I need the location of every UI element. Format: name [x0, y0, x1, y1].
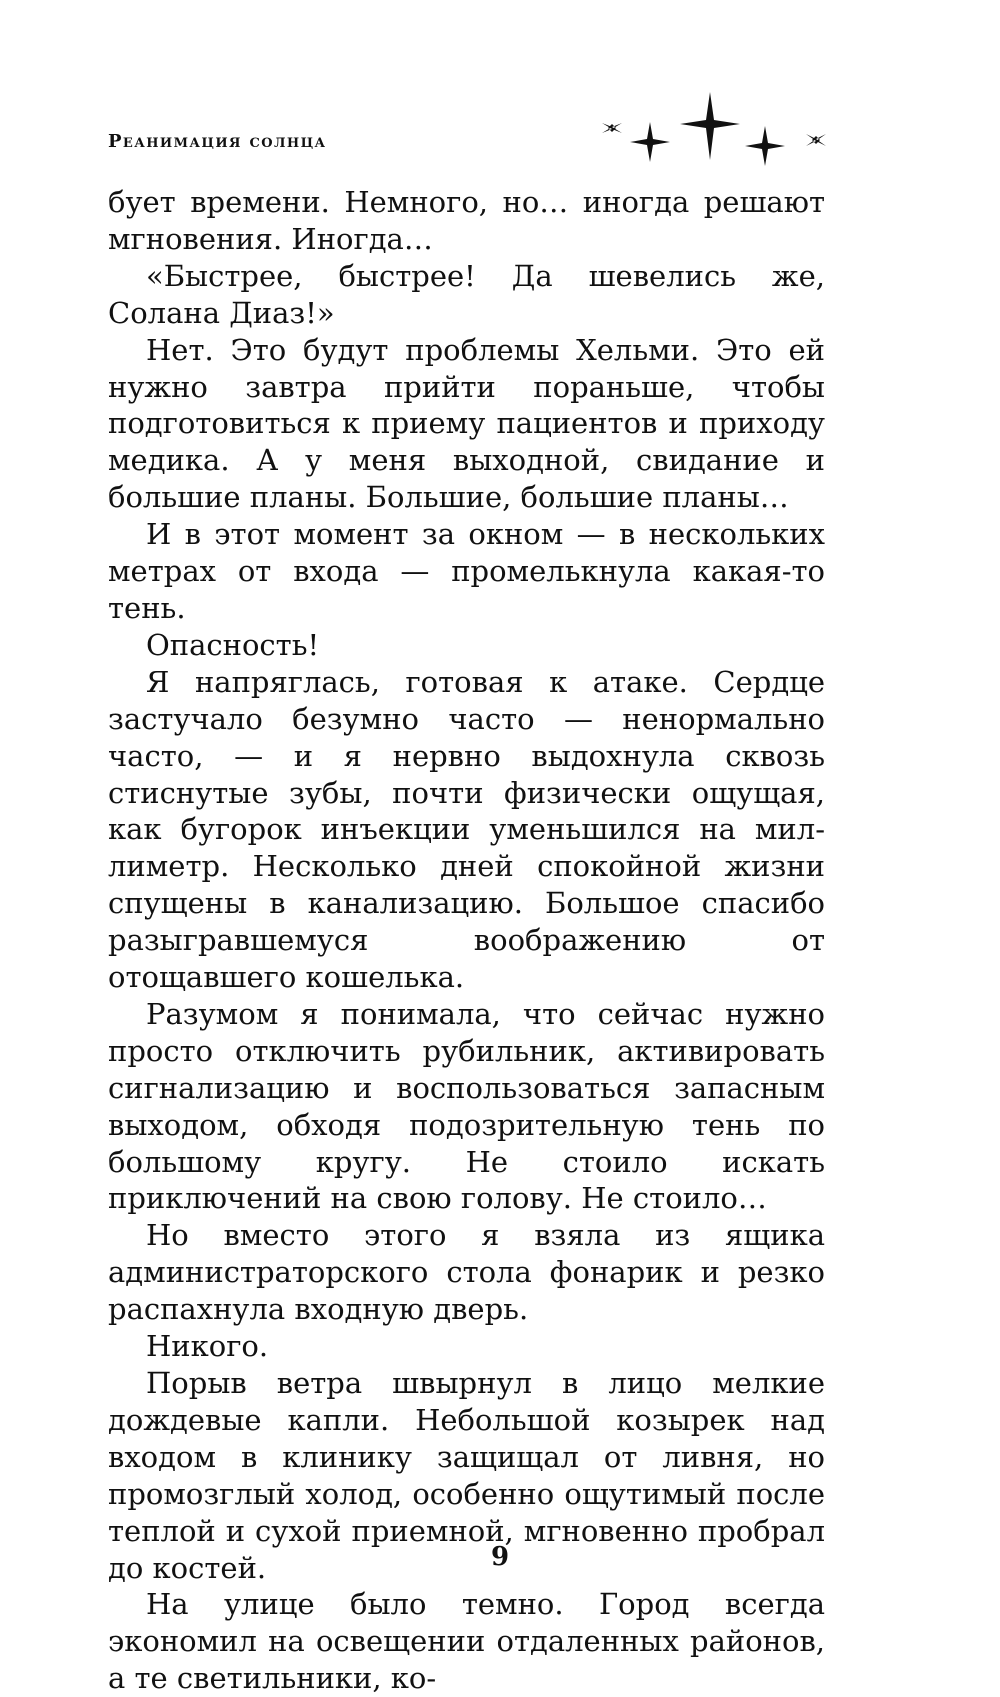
sparkle-star-1 — [602, 123, 622, 133]
sparkle-star-2 — [630, 122, 670, 162]
paragraph: И в этот момент за окном — в нескольких метрах от входа — промелькнула какая-то тень. — [108, 517, 825, 625]
paragraph: Порыв ветра швырнул в лицо мелкие дождевые капли. Небольшой козырек над входом в клинику защищал от ливня, но промозглый холод, особенно ощутимый после теплой и сухой приемной, мгновенно пробрал до костей. — [108, 1366, 825, 1585]
paragraph: На улице было темно. Город всегда экономил на освещении отдаленных районов, а те светильники, ко- — [108, 1587, 825, 1696]
sparkle-stars-icon — [600, 90, 880, 180]
page-number: 9 — [490, 1542, 510, 1572]
body-text — [108, 184, 825, 1697]
sparkle-star-5 — [806, 134, 826, 146]
paragraph: Нет. Это будут проблемы Хельми. Это ей нужно завтра прийти пораньше, чтобы подготовиться к приему пациентов и приходу медика. А у меня выходной, свидание и большие планы. Большие, большие планы… — [108, 332, 825, 515]
paragraph: Опасность! — [146, 627, 320, 662]
paragraph: Я напряглась, готовая к атаке. Сердце застучало безумно часто — ненормально часто, — и я нервно выдохнула сквозь стиснутые зубы, почти физически ощущая, как бугорок инъекции уменьшился на миллиметр. Несколько дней спокойной жизни спущены в канализацию. Большое спасибо разыгравшемуся воображению от отощавшего кошелька. — [108, 664, 825, 995]
paragraph: Но вместо этого я взяла из ящика администраторского стола фонарик и резко распахнула входную дверь. — [108, 1218, 825, 1327]
paragraph: «Быстрее, быстрее! Да шевелись же, Солана Диаз!» — [108, 258, 825, 330]
paragraph: Разумом я понимала, что сейчас нужно просто отключить рубильник, активировать сигнализацию и воспользоваться запасным выходом, обходя подозрительную тень по большому кругу. Не стоило искать приключений на свою голову. Не стоило… — [108, 996, 825, 1216]
sparkle-star-3 — [680, 92, 740, 160]
paragraph: бует времени. Немного, но… иногда решают мгновения. Иногда… — [108, 185, 825, 256]
running-title: Реанимация солнца — [108, 131, 327, 152]
sparkle-star-4 — [745, 126, 785, 166]
paragraph: Никого. — [146, 1329, 269, 1364]
